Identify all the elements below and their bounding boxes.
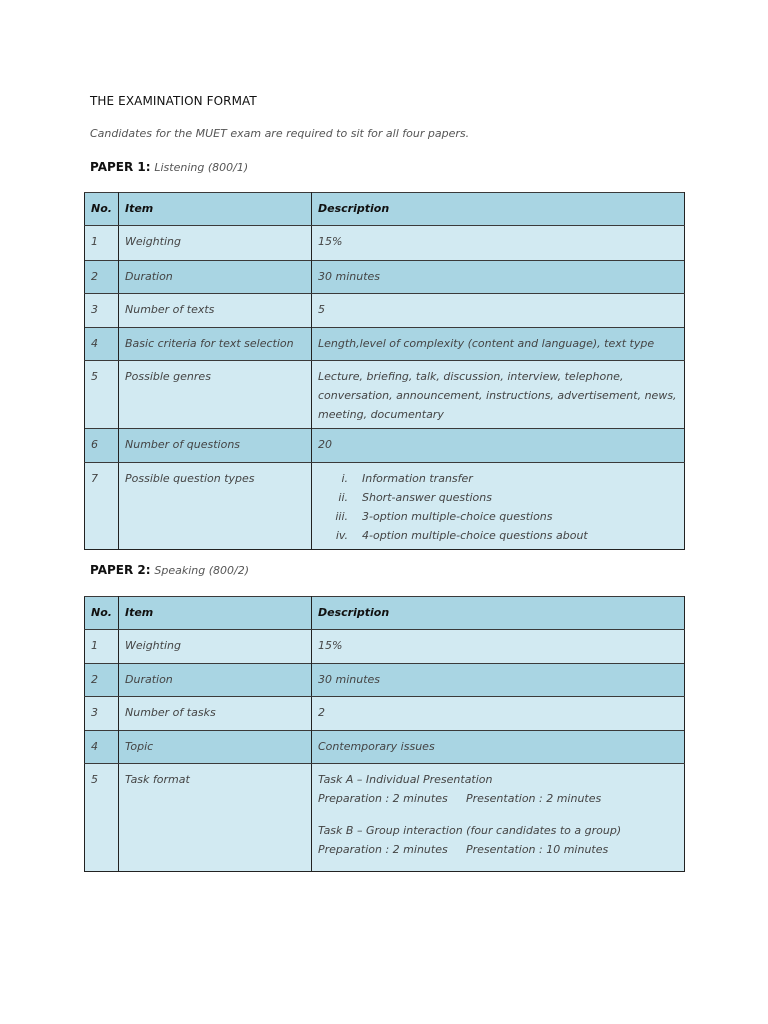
list-item: i. Information transfer [341,472,473,485]
task-b-title: Task B – Group interaction (four candidates to a group) [318,824,622,837]
row-description: Lecture, briefing, talk, discussion, interview, telephone, conversation, announcement, instructions, advertisement, news, meeting, documentary [312,361,685,429]
row-item: Possible question types [119,463,312,550]
header-no: No. [85,597,119,630]
paper1-subtitle: Listening (800/1) [154,161,249,174]
table-row [85,697,685,731]
table-row [85,664,685,697]
row-description [312,463,685,550]
paper1-label: PAPER 1: [90,160,151,174]
task-a-title: Task A – Individual Presentation [318,773,493,786]
list-item: iii. 3-option multiple-choice questions [335,510,553,523]
question-types-list [318,469,678,545]
row-item: Task format [119,764,312,872]
paper2-title [90,563,249,577]
intro-text: Candidates for the MUET exam are required to sit for all four papers. [90,127,470,140]
header-item: Item [119,597,312,630]
row-description: 20 [312,429,685,463]
row-description: 15% [312,226,685,261]
table-row [85,463,685,550]
row-item: Number of questions [119,429,312,463]
row-item: Duration [119,664,312,697]
task-a-presentation: Presentation : 2 minutes [466,792,602,805]
list-item: ii. Short-answer questions [338,491,492,504]
paper2-table [84,596,685,872]
task-b-preparation: Preparation : 2 minutes [318,843,448,856]
list-item: iv. 4-option multiple-choice questions about [335,529,588,542]
row-item: Topic [119,731,312,764]
table-row [85,764,685,872]
table-row [85,630,685,664]
row-no: 5 [85,361,119,429]
row-description: 15% [312,630,685,664]
row-item: Number of texts [119,294,312,328]
row-description: Contemporary issues [312,731,685,764]
table-row [85,261,685,294]
row-item: Weighting [119,226,312,261]
row-description: 30 minutes [312,664,685,697]
row-description: 2 [312,697,685,731]
table-header-row [85,597,685,630]
table-row [85,226,685,261]
task-a-times [318,789,678,808]
row-item: Weighting [119,630,312,664]
row-description [312,764,685,872]
row-no: 2 [85,664,119,697]
row-description: 5 [312,294,685,328]
row-no: 1 [85,630,119,664]
table-header-row [85,193,685,226]
table-row [85,328,685,361]
task-a-preparation: Preparation : 2 minutes [318,792,448,805]
task-b-presentation: Presentation : 10 minutes [466,843,609,856]
row-no: 3 [85,697,119,731]
paper1-title [90,160,248,174]
header-description: Description [312,597,685,630]
row-no: 3 [85,294,119,328]
row-no: 4 [85,328,119,361]
table-row [85,361,685,429]
paper1-table [84,192,685,550]
row-description: Length,level of complexity (content and language), text type [312,328,685,361]
row-item: Duration [119,261,312,294]
page-heading: THE EXAMINATION FORMAT [90,93,257,109]
row-item: Number of tasks [119,697,312,731]
row-no: 1 [85,226,119,261]
row-no: 2 [85,261,119,294]
header-no: No. [85,193,119,226]
task-b-times [318,840,678,859]
header-description: Description [312,193,685,226]
header-item: Item [119,193,312,226]
paper2-label: PAPER 2: [90,563,151,577]
row-no: 4 [85,731,119,764]
row-item: Possible genres [119,361,312,429]
table-row [85,294,685,328]
row-no: 6 [85,429,119,463]
row-item: Basic criteria for text selection [119,328,312,361]
row-description: 30 minutes [312,261,685,294]
row-no: 7 [85,463,119,550]
paper2-subtitle: Speaking (800/2) [154,564,250,577]
table-row [85,731,685,764]
row-no: 5 [85,764,119,872]
table-row [85,429,685,463]
